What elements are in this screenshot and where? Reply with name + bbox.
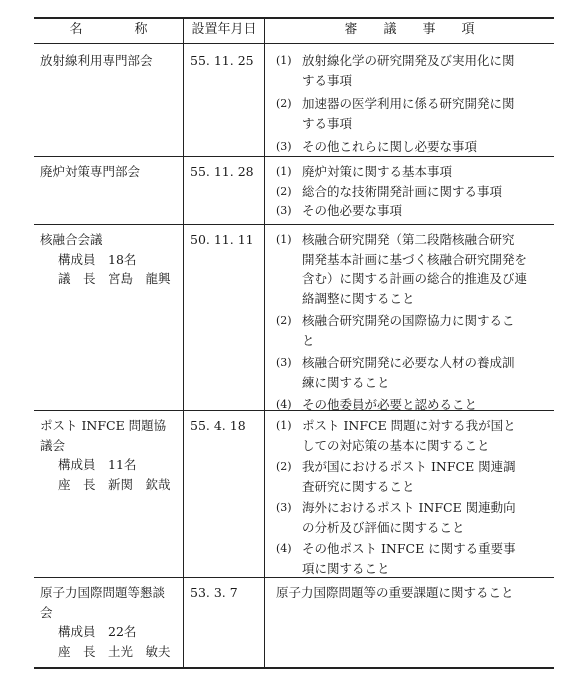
item-line [276,416,516,436]
committee-name [40,416,171,494]
name-line: 原子力国際問題等懇談 [40,585,166,600]
item-text: その他これらに関し必要な事項 [302,139,478,154]
chairperson: 座 長 新関 欽哉 [58,476,171,492]
item-line [276,71,515,91]
committee-name [40,162,140,182]
item-line [276,518,516,538]
member-count: 構成員 18名 [58,251,137,267]
item-text: 査研究に関すること [302,478,415,494]
item-line [276,457,516,477]
item-line [276,162,502,182]
item-line [276,373,527,393]
name-line: 放射線利用専門部会 [40,53,153,68]
committee-name [40,583,171,661]
item-text: 核融合研究開発（第二段階核融合研究 [302,232,515,247]
item-number: (2) [276,184,292,198]
row-divider [34,224,554,225]
item-line [276,331,527,351]
name-line: ポスト INFCE 問題協 [40,418,167,433]
item-number: (1) [276,54,292,67]
item-line [276,289,527,309]
item-line [276,395,527,415]
item-line [276,137,515,157]
item-text: ポスト INFCE 問題に対する我が国と [302,418,516,433]
item-text: 核融合研究開発の国際協力に関するこ [302,313,515,328]
item-text: その他必要な事項 [302,203,403,218]
item-number: (1) [276,419,292,432]
deliberation-items [276,583,514,603]
established-date: 55. 11. 28 [190,164,254,179]
item-line [276,353,527,373]
deliberation-items [276,51,515,157]
item-line [276,539,516,559]
item-text: 総合的な技術開発計画に関する事項 [302,183,503,199]
item-line [276,498,516,518]
column-divider [264,17,265,669]
item-text: 我が国におけるポスト INFCE 関連調 [302,459,516,474]
item-line [276,311,527,331]
item-text: する事項 [302,72,353,88]
chairperson: 議 長 宮島 龍興 [58,271,171,286]
item-line [276,51,515,71]
item-text: する事項 [302,115,353,131]
item-line [276,230,527,250]
item-line [276,559,516,579]
item-text: 絡調整に関すること [302,290,415,306]
item-text: 放射線化学の研究開発及び実用化に関 [302,53,515,68]
deliberation-items [276,230,527,415]
item-number: (4) [276,542,292,555]
chairperson: 座 長 土光 敏夫 [58,643,171,659]
item-text: の分析及び評価に関すること [302,519,465,535]
item-line [276,114,515,134]
header-bottom-rule [34,43,554,44]
item-number: (1) [276,233,292,246]
item-number: (3) [276,140,292,153]
item-text: と [302,332,315,348]
item-line [276,269,527,289]
item-text: しての対応策の基本に関すること [302,437,490,453]
item-text: 項に関すること [302,560,390,576]
item-line [276,436,516,456]
item-text: その他ポスト INFCE に関する重要事 [302,541,516,556]
item-text: 練に関すること [302,374,390,390]
item-number: (2) [276,460,292,473]
item-text: その他委員が必要と認めること [302,397,478,412]
item-number: (1) [276,165,292,178]
member-count: 構成員 22名 [58,624,137,639]
committee-name [40,51,153,71]
item-line [276,94,515,114]
established-date: 55. 11. 25 [190,53,254,68]
item-text: 原子力国際問題等の重要課題に関すること [276,585,514,600]
item-text: 海外におけるポスト INFCE 関連動向 [302,500,516,515]
column-divider [183,17,184,669]
item-number: (3) [276,204,292,217]
item-text: 加速器の医学利用に係る研究開発に関 [302,96,515,111]
item-text: 廃炉対策に関する基本事項 [302,164,453,179]
item-text: 含む）に関する計画の総合的推進及び連 [302,271,528,286]
established-date: 53. 3. 7 [190,585,238,600]
item-line [276,182,502,202]
item-number: (3) [276,501,292,514]
name-line: 会 [40,604,53,620]
name-line: 議会 [40,437,66,453]
item-number: (2) [276,97,292,110]
item-line [276,477,516,497]
table-top-rule [34,17,554,19]
item-number: (3) [276,356,292,369]
item-line [276,201,502,221]
name-line: 核融合会議 [40,232,103,247]
established-date: 50. 11. 11 [190,232,254,247]
deliberation-items [276,162,502,221]
item-text: 開発基本計画に基づく核融合研究開発を [302,251,528,267]
item-text: 核融合研究開発に必要な人材の養成訓 [302,355,515,370]
item-number: (4) [276,398,292,411]
member-count: 構成員 11名 [58,457,137,472]
name-line: 廃炉対策専門部会 [40,164,141,179]
header-date: 設置年月日 [191,22,257,37]
header-name: 名 称 [69,22,148,37]
committee-name [40,230,171,289]
deliberation-items [276,416,516,578]
header-items: 審 議 事 項 [344,22,475,37]
item-line [276,250,527,270]
established-date: 55. 4. 18 [190,418,246,433]
table-bottom-rule [34,667,554,669]
item-number: (2) [276,314,292,327]
